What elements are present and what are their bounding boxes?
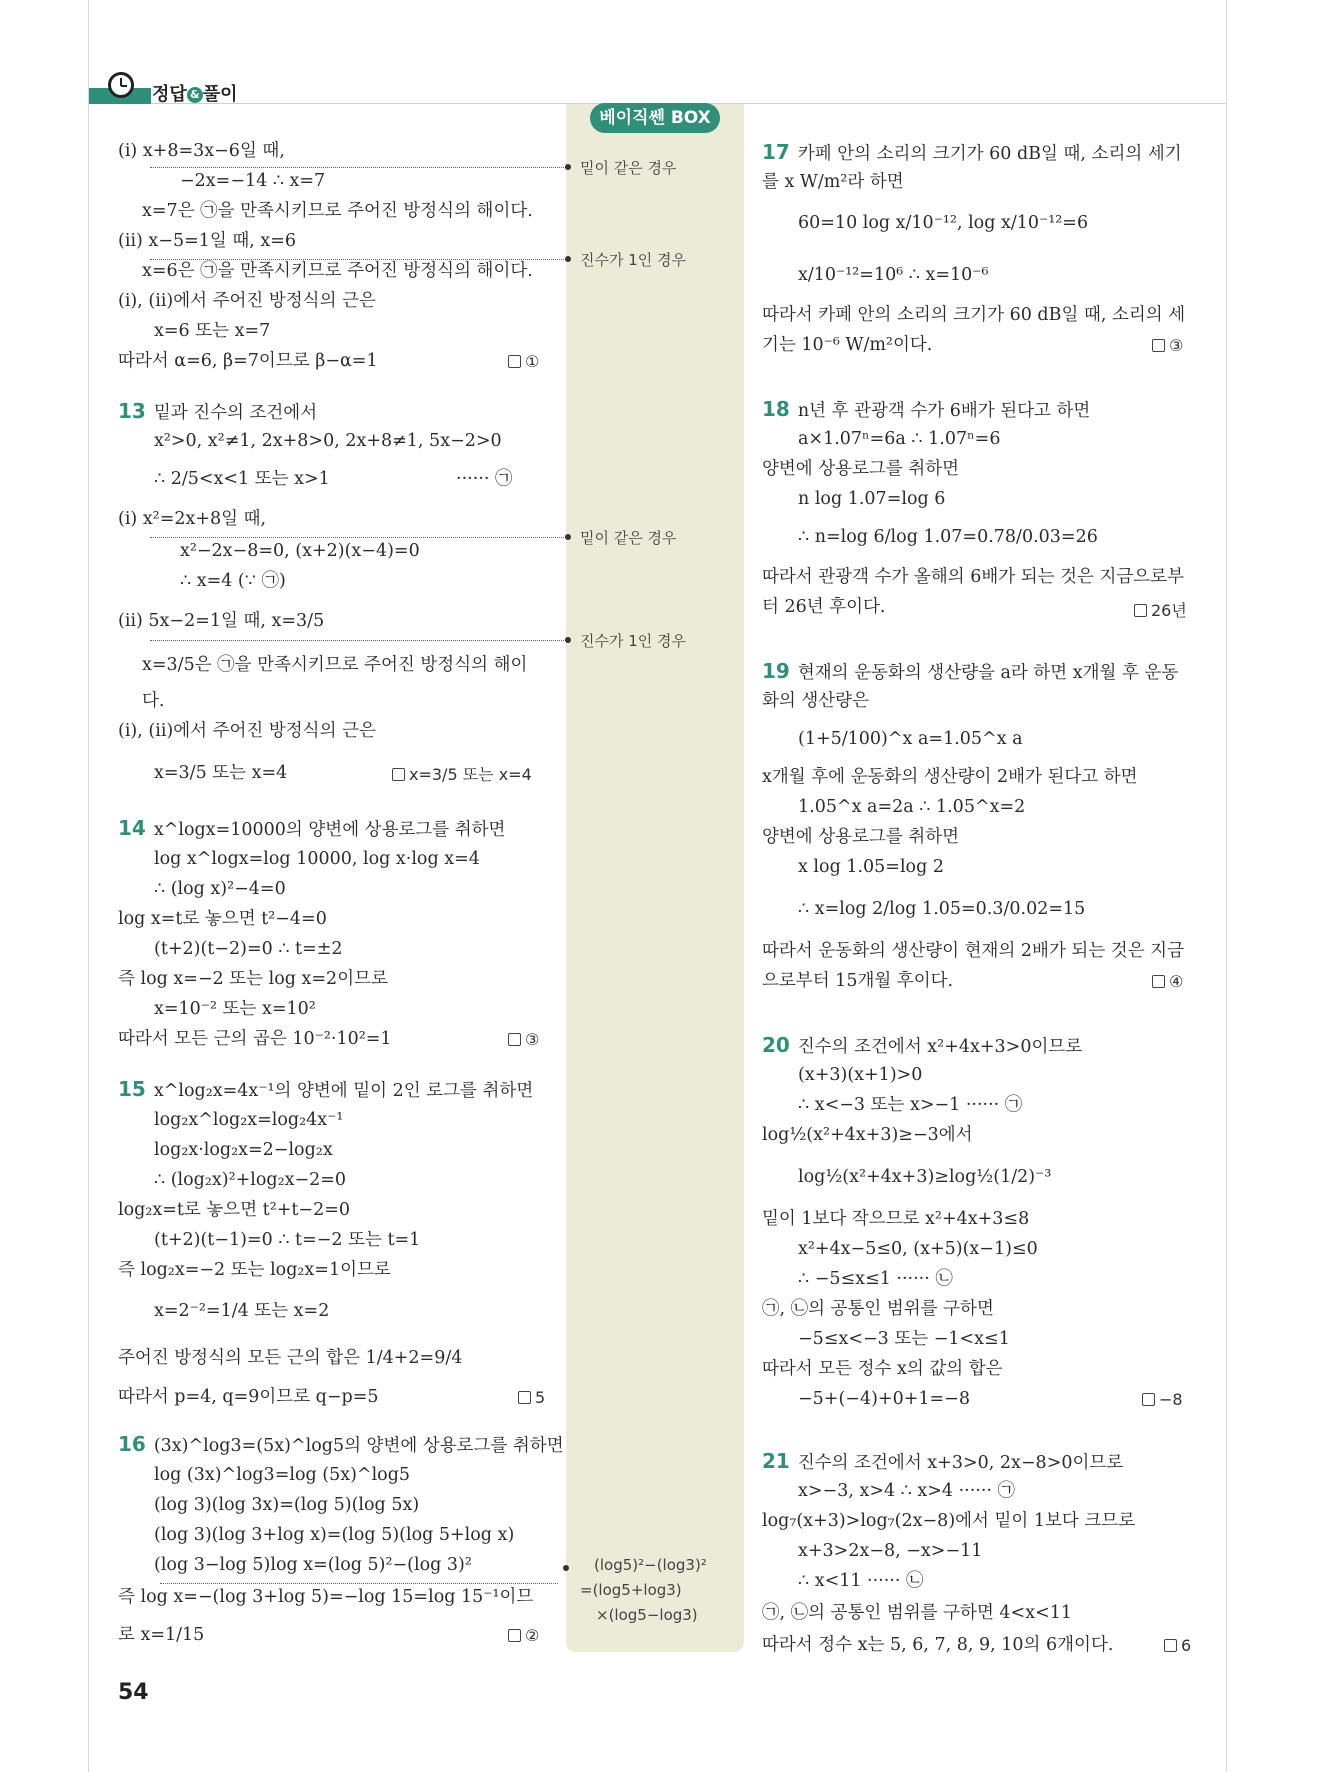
- solution-line: 양변에 상용로그를 취하면: [762, 827, 960, 847]
- answer-icon: [1152, 339, 1165, 352]
- solution-line: ㉠, ㉡의 공통인 범위를 구하면 4<x<11: [762, 1603, 1073, 1623]
- title-amp: &: [187, 87, 203, 103]
- problem-text: x^log₂x=4x⁻¹의 양변에 밑이 2인 로그를 취하면: [153, 1081, 534, 1101]
- solution-line: n log 1.07=log 6: [798, 489, 946, 509]
- problem-15-line: [118, 1078, 533, 1102]
- answer-icon: [518, 1391, 531, 1404]
- answer-badge: [1152, 336, 1183, 355]
- problem-number: 14: [118, 816, 146, 840]
- page-number: 54: [118, 1680, 149, 1705]
- side-note: =(log5+log3): [580, 1581, 682, 1599]
- answer-badge: [508, 352, 539, 371]
- leader-dot: [565, 164, 571, 170]
- clock-icon: [108, 72, 134, 98]
- answer-badge: [508, 1626, 539, 1645]
- answer-icon: [508, 355, 521, 368]
- problem-text: x^logx=10000의 양변에 상용로그를 취하면: [153, 820, 506, 840]
- problem-text: (3x)^log3=(5x)^log5의 양변에 상용로그를 취하면: [153, 1436, 564, 1456]
- solution-line: log₂x·log₂x=2−log₂x: [154, 1140, 333, 1160]
- solution-line: 60=10 log x/10⁻¹², log x/10⁻¹²=6: [798, 213, 1089, 233]
- leader-line: [160, 1583, 558, 1584]
- problem-number: 15: [118, 1077, 146, 1101]
- sidebar-box: [566, 104, 744, 1652]
- answer-value: ④: [1169, 972, 1184, 991]
- solution-line: (t+2)(t−1)=0 ∴ t=−2 또는 t=1: [154, 1230, 421, 1250]
- solution-line: x=2⁻²=1/4 또는 x=2: [154, 1301, 330, 1321]
- answer-badge: [1164, 1636, 1191, 1655]
- solution-line: 으로부터 15개월 후이다.: [762, 971, 954, 991]
- solution-line: (ⅰ), (ⅱ)에서 주어진 방정식의 근은: [118, 721, 376, 741]
- leader-dot: [563, 1565, 569, 1571]
- solution-line: ∴ −5≤x≤1 ······ ㉡: [798, 1269, 953, 1289]
- solution-line: x²>0, x²≠1, 2x+8>0, 2x+8≠1, 5x−2>0: [154, 431, 502, 451]
- answer-icon: [508, 1629, 521, 1642]
- problem-17-line: [762, 141, 1182, 165]
- sidebar-title: 베이직쎈 BOX: [590, 103, 720, 133]
- solution-line: ∴ 2/5<x<1 또는 x>1: [154, 469, 330, 489]
- solution-line: ∴ x<−3 또는 x>−1 ······ ㉠: [798, 1095, 1023, 1115]
- solution-line: ∴ (log x)²−4=0: [154, 879, 286, 899]
- solution-line: x/10⁻¹²=10⁶ ∴ x=10⁻⁶: [798, 265, 989, 285]
- solution-line: (log 3)(log 3+log x)=(log 5)(log 5+log x): [154, 1525, 515, 1545]
- problem-number: 18: [762, 397, 790, 421]
- solution-line: (ⅱ) x−5=1일 때, x=6: [118, 231, 297, 251]
- problem-number: 16: [118, 1432, 146, 1456]
- problem-text: 진수의 조건에서 x+3>0, 2x−8>0이므로: [797, 1453, 1124, 1473]
- problem-text: 현재의 운동화의 생산량을 a라 하면 x개월 후 운동: [797, 663, 1179, 683]
- leader-line: [150, 640, 568, 641]
- problem-18-line: [762, 398, 1090, 422]
- solution-line: 따라서 모든 정수 x의 값의 합은: [762, 1359, 1003, 1379]
- solution-line: ㉠, ㉡의 공통인 범위를 구하면: [762, 1299, 994, 1319]
- problem-number: 17: [762, 140, 790, 164]
- answer-value: 6: [1181, 1636, 1192, 1655]
- problem-20-line: [762, 1034, 1082, 1058]
- answer-icon: [1152, 975, 1165, 988]
- solution-line: 즉 log₂x=−2 또는 log₂x=1이므로: [118, 1260, 391, 1280]
- leader-line: [150, 537, 568, 538]
- solution-line: x=6 또는 x=7: [154, 321, 271, 341]
- answer-value: ①: [525, 352, 540, 371]
- answer-icon: [1134, 604, 1147, 617]
- solution-line: (x+3)(x+1)>0: [798, 1065, 923, 1085]
- solution-line: 따라서 카페 안의 소리의 크기가 60 dB일 때, 소리의 세: [762, 305, 1186, 325]
- problem-text: 밑과 진수의 조건에서: [153, 403, 318, 423]
- solution-line: −5+(−4)+0+1=−8: [798, 1389, 970, 1409]
- problem-13-line: [118, 400, 317, 424]
- side-note: ×(log5−log3): [596, 1606, 698, 1624]
- solution-line: 를 x W/m²라 하면: [762, 172, 904, 192]
- section-title: [152, 80, 238, 106]
- side-note: 밑이 같은 경우: [580, 159, 677, 177]
- solution-line: 따라서 모든 근의 곱은 10⁻²·10²=1: [118, 1029, 392, 1049]
- side-note: 진수가 1인 경우: [580, 632, 687, 650]
- solution-line: 즉 log x=−2 또는 log x=2이므로: [118, 969, 388, 989]
- problem-number: 20: [762, 1033, 790, 1057]
- solution-line: 따라서 운동화의 생산량이 현재의 2배가 되는 것은 지금: [762, 941, 1184, 961]
- solution-line: log½(x²+4x+3)≥−3에서: [762, 1125, 973, 1145]
- answer-value: 26년: [1151, 601, 1187, 620]
- problem-text: 카페 안의 소리의 크기가 60 dB일 때, 소리의 세기: [797, 144, 1182, 164]
- solution-line: x=3/5 또는 x=4: [154, 763, 288, 783]
- answer-badge: [1134, 598, 1187, 621]
- solution-line: 따라서 α=6, β=7이므로 β−α=1: [118, 351, 378, 371]
- solution-line: x²+4x−5≤0, (x+5)(x−1)≤0: [798, 1239, 1038, 1259]
- solution-line: 따라서 관광객 수가 올해의 6배가 되는 것은 지금으로부: [762, 567, 1184, 587]
- solution-line: 즉 log x=−(log 3+log 5)=−log 15=log 15⁻¹이므: [118, 1587, 534, 1607]
- solution-line: 주어진 방정식의 모든 근의 합은 1/4+2=9/4: [118, 1348, 463, 1368]
- solution-line: x개월 후에 운동화의 생산량이 2배가 된다고 하면: [762, 767, 1138, 787]
- solution-line: log (3x)^log3=log (5x)^log5: [154, 1465, 411, 1485]
- solution-line: 양변에 상용로그를 취하면: [762, 459, 960, 479]
- solution-line: 터 26년 후이다.: [762, 597, 886, 617]
- leader-dot: [565, 256, 571, 262]
- solution-line: x=10⁻² 또는 x=10²: [154, 999, 316, 1019]
- solution-line: (t+2)(t−2)=0 ∴ t=±2: [154, 939, 343, 959]
- solution-line: (ⅰ), (ⅱ)에서 주어진 방정식의 근은: [118, 291, 376, 311]
- problem-number: 19: [762, 659, 790, 683]
- problem-text: n년 후 관광객 수가 6배가 된다고 하면: [797, 401, 1091, 421]
- solution-line: 1.05^x a=2a ∴ 1.05^x=2: [798, 797, 1026, 817]
- solution-line: ∴ n=log 6/log 1.07=0.78/0.03=26: [798, 527, 1098, 547]
- solution-line: (1+5/100)^x a=1.05^x a: [798, 729, 1023, 749]
- answer-value: ②: [525, 1626, 540, 1645]
- solution-line: x log 1.05=log 2: [798, 857, 944, 877]
- solution-line: (log 3−log 5)log x=(log 5)²−(log 3)²: [154, 1555, 472, 1575]
- solution-line: ∴ x=log 2/log 1.05=0.3/0.02=15: [798, 899, 1086, 919]
- solution-line: log₇(x+3)>log₇(2x−8)에서 밑이 1보다 크므로: [762, 1511, 1136, 1531]
- solution-line: −2x=−14 ∴ x=7: [180, 171, 326, 191]
- solution-line: 따라서 p=4, q=9이므로 q−p=5: [118, 1387, 379, 1407]
- solution-line: (ⅱ) 5x−2=1일 때, x=3/5: [118, 611, 325, 631]
- answer-icon: [1164, 1639, 1177, 1652]
- solution-line: x+3>2x−8, −x>−11: [798, 1541, 983, 1561]
- solution-line: 기는 10⁻⁶ W/m²이다.: [762, 335, 933, 355]
- answer-badge: [518, 1388, 545, 1407]
- solution-line: x=3/5은 ㉠을 만족시키므로 주어진 방정식의 해이: [142, 655, 528, 675]
- problem-14-line: [118, 817, 505, 841]
- answer-value: −8: [1159, 1390, 1183, 1409]
- solution-line: 화의 생산량은: [762, 691, 869, 711]
- answer-value: ③: [525, 1030, 540, 1049]
- problem-text: 진수의 조건에서 x²+4x+3>0이므로: [797, 1037, 1083, 1057]
- solution-line: x=6은 ㉠을 만족시키므로 주어진 방정식의 해이다.: [142, 261, 533, 281]
- solution-line: a×1.07ⁿ=6a ∴ 1.07ⁿ=6: [798, 429, 1001, 449]
- solution-line: 밑이 1보다 작으므로 x²+4x+3≤8: [762, 1209, 1030, 1229]
- solution-line: log x=t로 놓으면 t²−4=0: [118, 909, 327, 929]
- leader-dot: [565, 534, 571, 540]
- solution-line: (log 3)(log 3x)=(log 5)(log 5x): [154, 1495, 420, 1515]
- problem-number: 13: [118, 399, 146, 423]
- answer-badge: [508, 1030, 539, 1049]
- answer-badge: [1142, 1390, 1183, 1409]
- side-note: (log5)²−(log3)²: [594, 1556, 707, 1574]
- solution-line: (ⅰ) x²=2x+8일 때,: [118, 509, 267, 529]
- leader-dot: [565, 637, 571, 643]
- solution-line: (ⅰ) x+8=3x−6일 때,: [118, 141, 285, 161]
- answer-value: ③: [1169, 336, 1184, 355]
- solution-line: 따라서 정수 x는 5, 6, 7, 8, 9, 10의 6개이다.: [762, 1635, 1114, 1655]
- solution-line: ∴ x<11 ······ ㉡: [798, 1571, 924, 1591]
- answer-badge: [392, 762, 532, 785]
- answer-value: x=3/5 또는 x=4: [409, 765, 532, 784]
- solution-line: x²−2x−8=0, (x+2)(x−4)=0: [180, 541, 420, 561]
- solution-line: −5≤x<−3 또는 −1<x≤1: [798, 1329, 1010, 1349]
- leader-line: [150, 167, 568, 168]
- solution-line: log½(x²+4x+3)≥log½(1/2)⁻³: [798, 1167, 1052, 1187]
- solution-line: x>−3, x>4 ∴ x>4 ······ ㉠: [798, 1481, 1016, 1501]
- solution-line: 로 x=1/15: [118, 1625, 205, 1645]
- solution-line: ∴ x=4 (∵ ㉠): [180, 571, 286, 591]
- answer-icon: [508, 1033, 521, 1046]
- answer-value: 5: [535, 1388, 546, 1407]
- problem-number: 21: [762, 1449, 790, 1473]
- side-note: 진수가 1인 경우: [580, 251, 687, 269]
- title-answer: 정답: [152, 84, 187, 105]
- solution-line: log x^logx=log 10000, log x·log x=4: [154, 849, 480, 869]
- solution-line: log₂x=t로 놓으면 t²+t−2=0: [118, 1200, 350, 1220]
- answer-badge: [1152, 972, 1183, 991]
- solution-line: log₂x^log₂x=log₂4x⁻¹: [154, 1110, 344, 1130]
- solution-line: x=7은 ㉠을 만족시키므로 주어진 방정식의 해이다.: [142, 201, 533, 221]
- problem-16-line: [118, 1433, 564, 1457]
- solution-line: ∴ (log₂x)²+log₂x−2=0: [154, 1170, 347, 1190]
- side-note: 밑이 같은 경우: [580, 529, 677, 547]
- title-solution: 풀이: [202, 84, 238, 105]
- problem-19-line: [762, 660, 1178, 684]
- problem-21-line: [762, 1450, 1123, 1474]
- answer-icon: [392, 768, 405, 781]
- solution-line: 다.: [142, 691, 165, 711]
- answer-icon: [1142, 1393, 1155, 1406]
- condition-marker: ······ ㉠: [456, 469, 513, 489]
